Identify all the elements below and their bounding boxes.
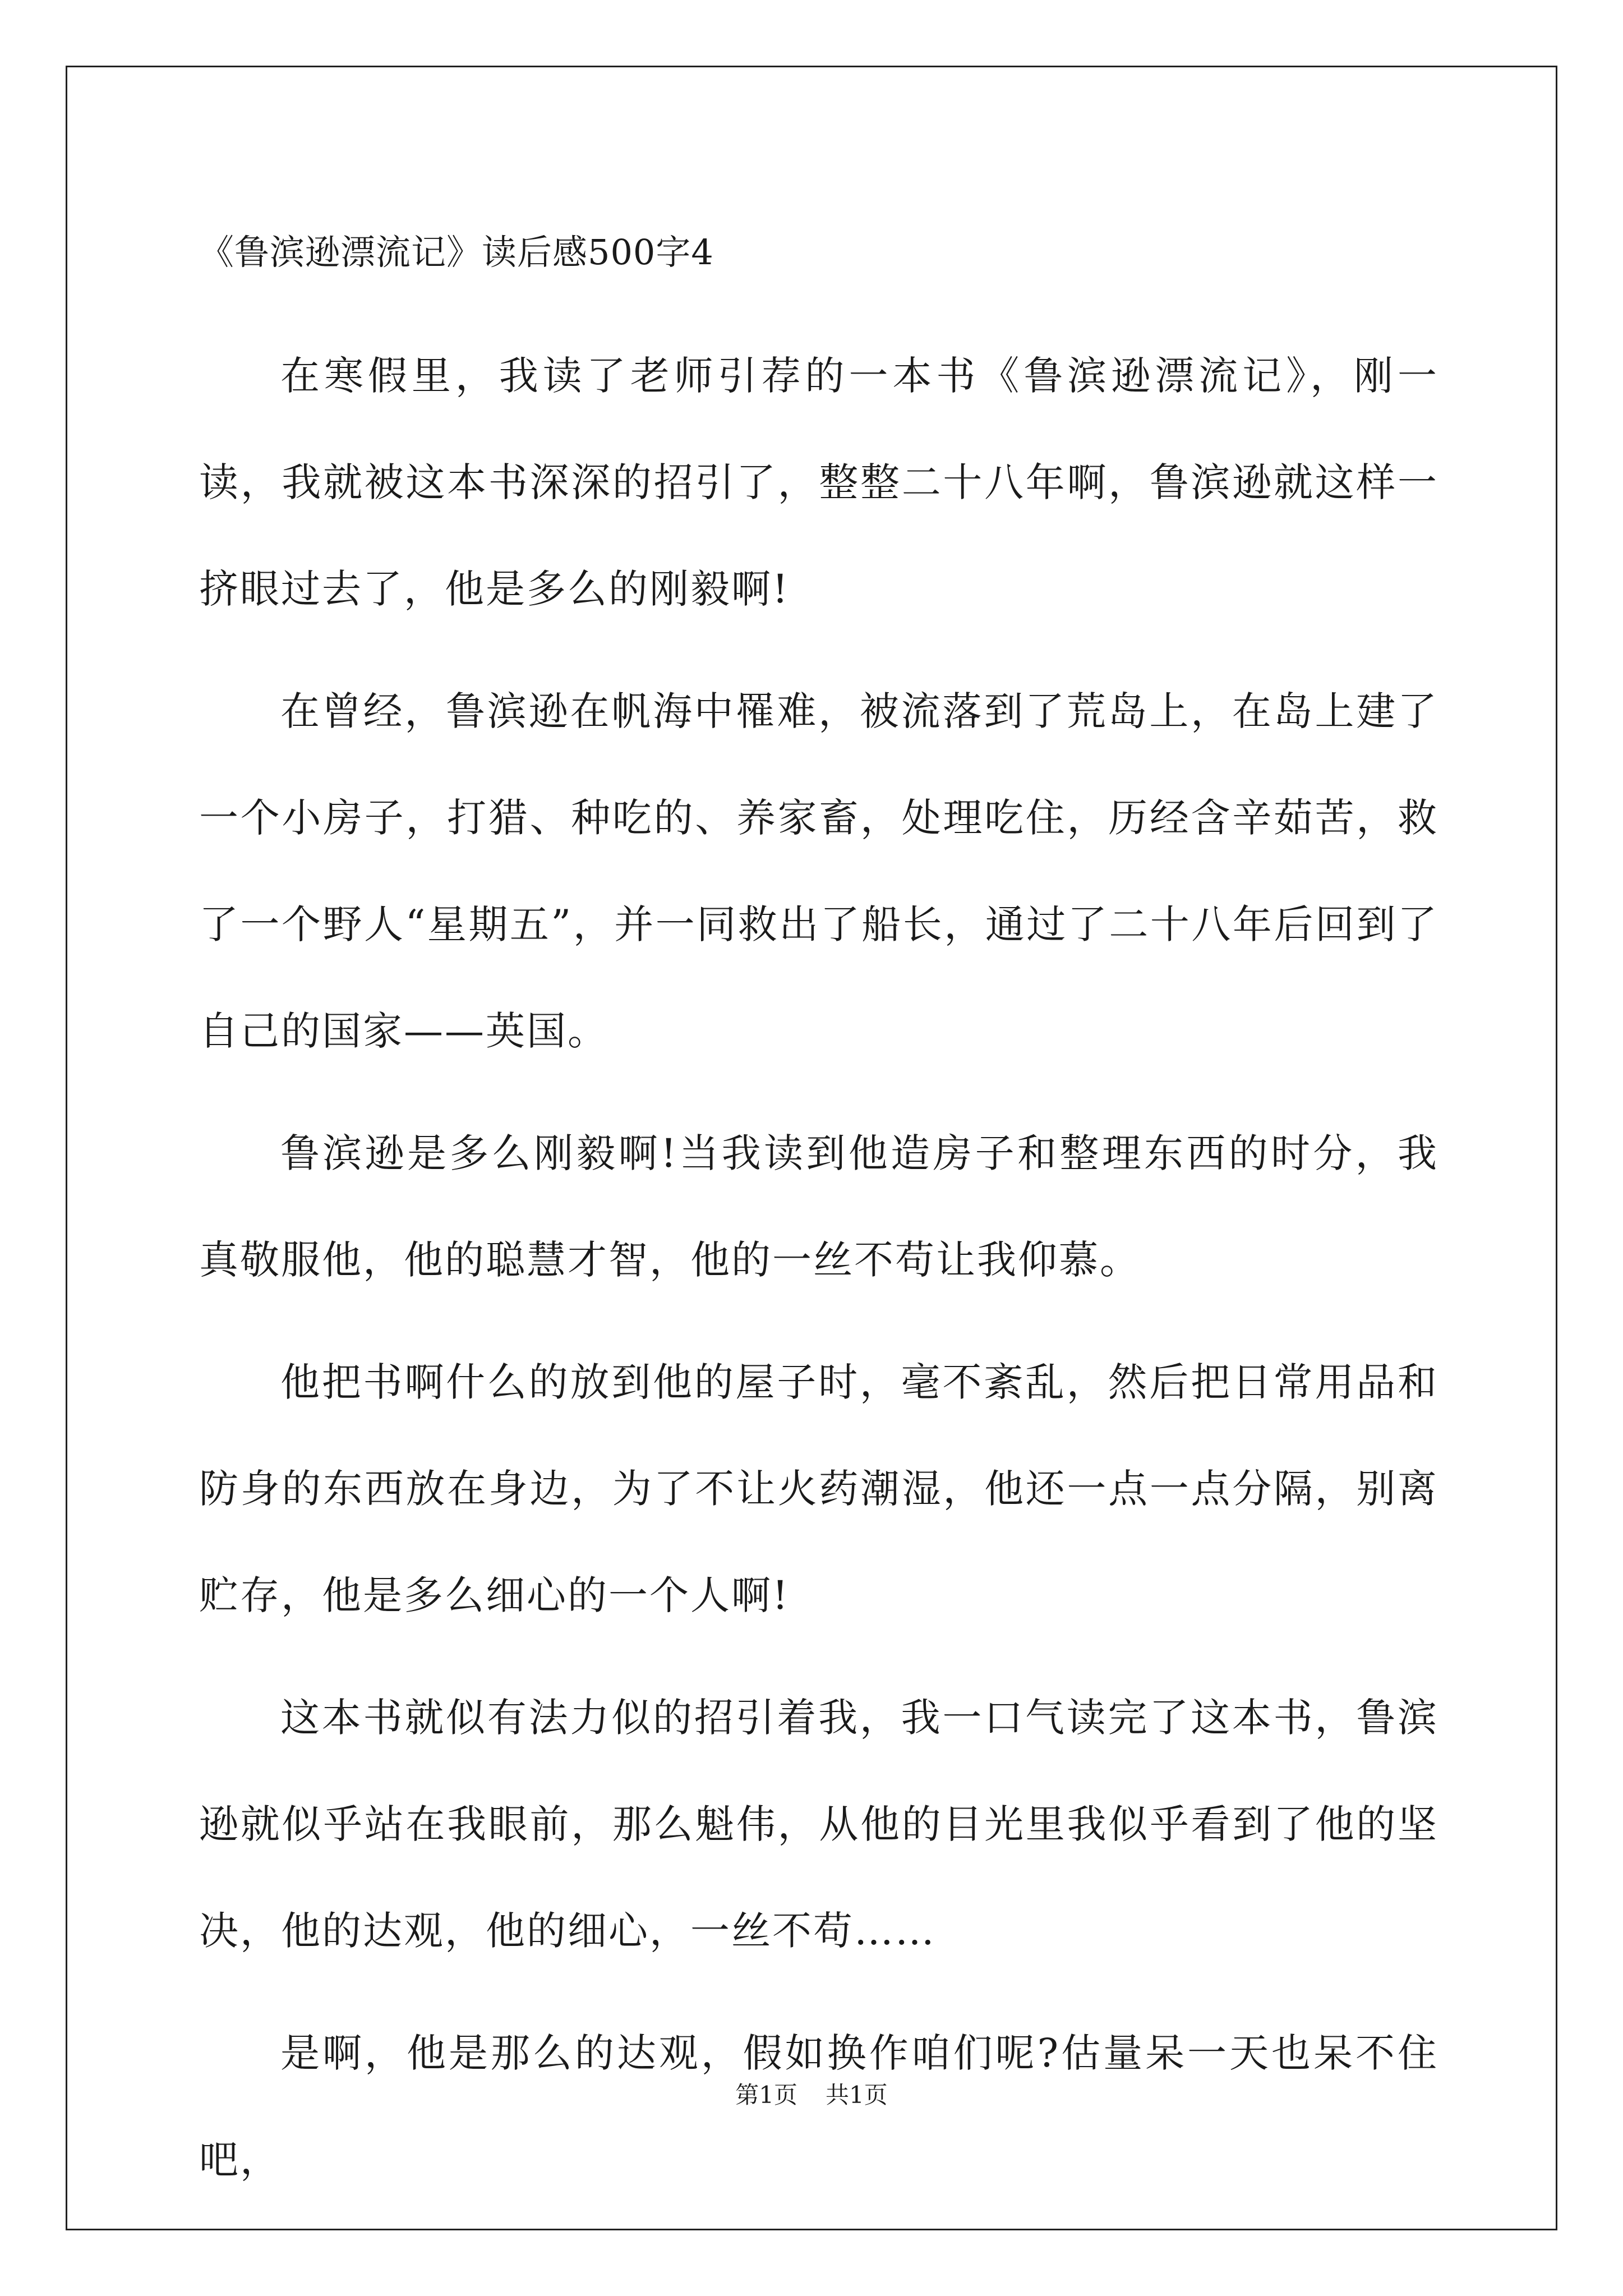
document-title: 《鲁滨逊漂流记》读后感500字4 xyxy=(199,232,714,273)
document-body xyxy=(199,323,1438,2229)
paragraph: 他把书啊什么的放到他的屋子时，毫不紊乱，然后把日常用品和防身的东西放在身边，为了不让火药潮湿，他还一点一点分隔，别离贮存，他是多么细心的一个人啊! xyxy=(199,1359,1438,1618)
paragraph: 鲁滨逊是多么刚毅啊!当我读到他造房子和整理东西的时分，我真敬服他，他的聪慧才智，他的一丝不苟让我仰慕。 xyxy=(199,1130,1438,1283)
paragraph: 在寒假里，我读了老师引荐的一本书《鲁滨逊漂流记》，刚一读，我就被这本书深深的招引了，整整二十八年啊，鲁滨逊就这样一挤眼过去了，他是多么的刚毅啊! xyxy=(199,353,1438,612)
paragraph: 在曾经，鲁滨逊在帆海中罹难，被流落到了荒岛上，在岛上建了一个小房子，打猎、种吃的、养家畜，处理吃住，历经含辛茹苦，救了一个野人“星期五”，并一同救出了船长，通过了二十八年后回到了自己的国家——英国。 xyxy=(199,688,1438,1054)
paragraph: 这本书就似有法力似的招引着我，我一口气读完了这本书，鲁滨逊就似乎站在我眼前，那么魁伟，从他的目光里我似乎看到了他的坚决，他的达观，他的细心，一丝不苟…… xyxy=(199,1695,1438,1954)
page-footer xyxy=(0,2078,1623,2112)
page-number: 第1页 xyxy=(735,2081,797,2109)
paragraph: 是啊，他是那么的达观，假如换作咱们呢?估量呆一天也呆不住吧， xyxy=(199,2030,1438,2183)
page-total: 共1页 xyxy=(826,2081,888,2109)
